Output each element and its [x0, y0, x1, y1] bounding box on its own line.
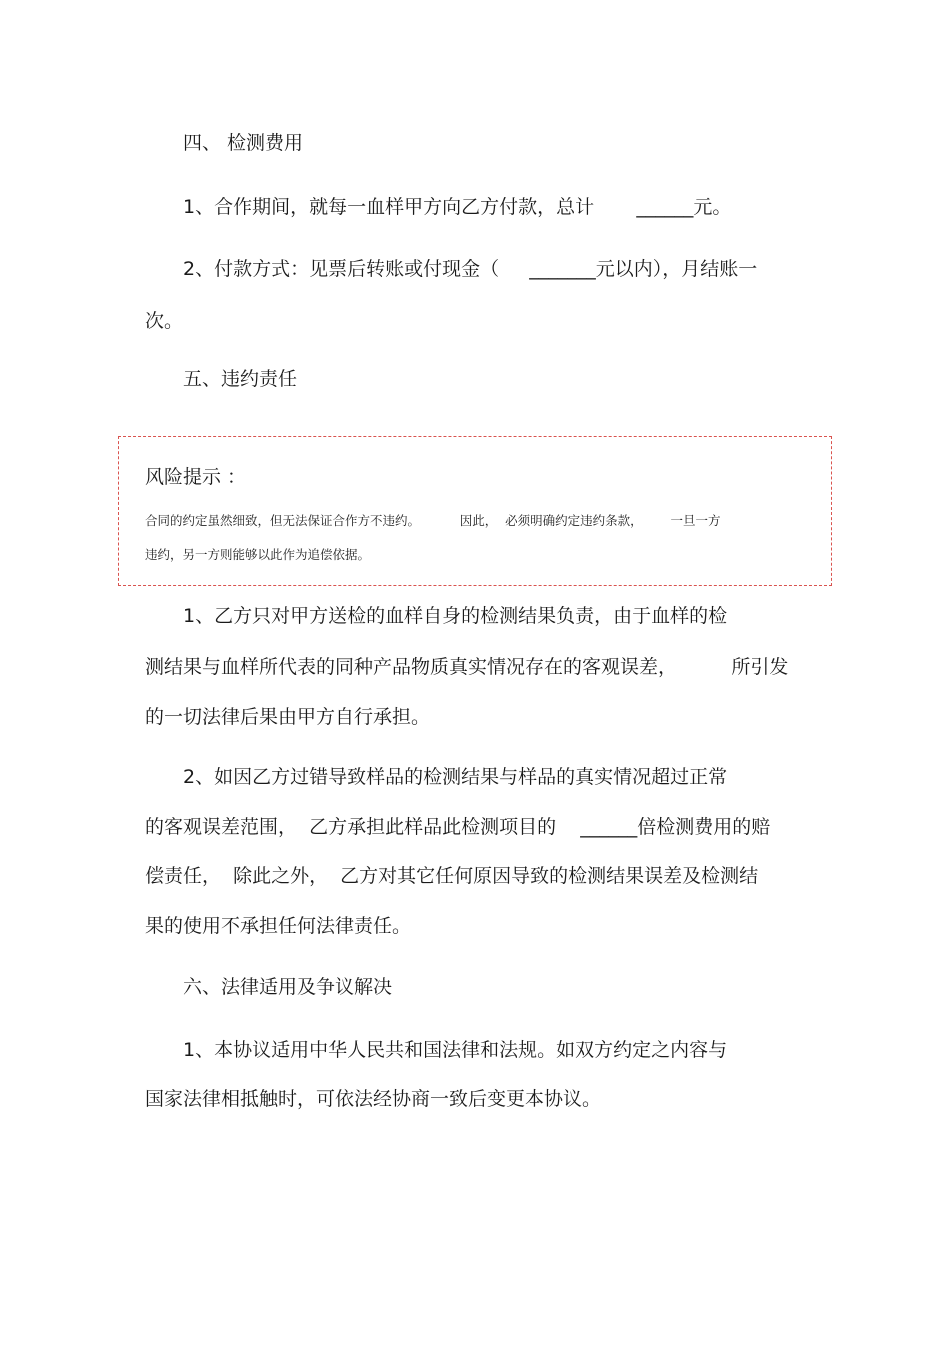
section-4-item-2-line-2: 次。: [145, 310, 184, 332]
section-5-item-2-line-3: 偿责任， 除此之外， 乙方对其它任何原因导致的检测结果误差及检测结: [145, 865, 759, 887]
risk-notice-title: 风险提示 ：: [145, 466, 247, 488]
section-4-item-1: 1、合作期间，就每一血样甲方向乙方付款，总计 ______元。: [183, 196, 732, 218]
risk-notice-line-2: 违约，另一方则能够以此作为追偿依据。: [145, 547, 371, 562]
risk-notice-box: [118, 436, 832, 586]
risk-notice-line-1: 合同的约定虽然细致，但无法保证合作方不违约。 因此， 必须明确约定违约条款， 一旦一方: [145, 513, 721, 528]
section-5-item-1-line-3: 的一切法律后果由甲方自行承担。: [145, 706, 431, 728]
section-5-item-1-line-2: 测结果与血样所代表的同种产品物质真实情况存在的客观误差， 所引发: [145, 656, 789, 678]
section-5-heading: 五、违约责任: [183, 368, 298, 390]
section-5-item-2-line-4: 果的使用不承担任何法律责任。: [145, 915, 412, 937]
section-5-item-2-line-1: 2、如因乙方过错导致样品的检测结果与样品的真实情况超过正常: [183, 766, 728, 788]
section-4-item-2-line-1: 2、付款方式：见票后转账或付现金（ _______元以内），月结账一: [183, 258, 758, 280]
section-5-item-1-line-1: 1、乙方只对甲方送检的血样自身的检测结果负责，由于血样的检: [183, 605, 728, 627]
section-4-heading: 四、 检测费用: [183, 132, 304, 154]
section-6-item-1-line-2: 国家法律相抵触时，可依法经协商一致后变更本协议。: [145, 1088, 602, 1110]
section-6-item-1-line-1: 1、本协议适用中华人民共和国法律和法规。如双方约定之内容与: [183, 1039, 728, 1061]
section-6-heading: 六、法律适用及争议解决: [183, 976, 393, 998]
section-5-item-2-line-2: 的客观误差范围， 乙方承担此样品此检测项目的 ______倍检测费用的赔: [145, 816, 771, 838]
